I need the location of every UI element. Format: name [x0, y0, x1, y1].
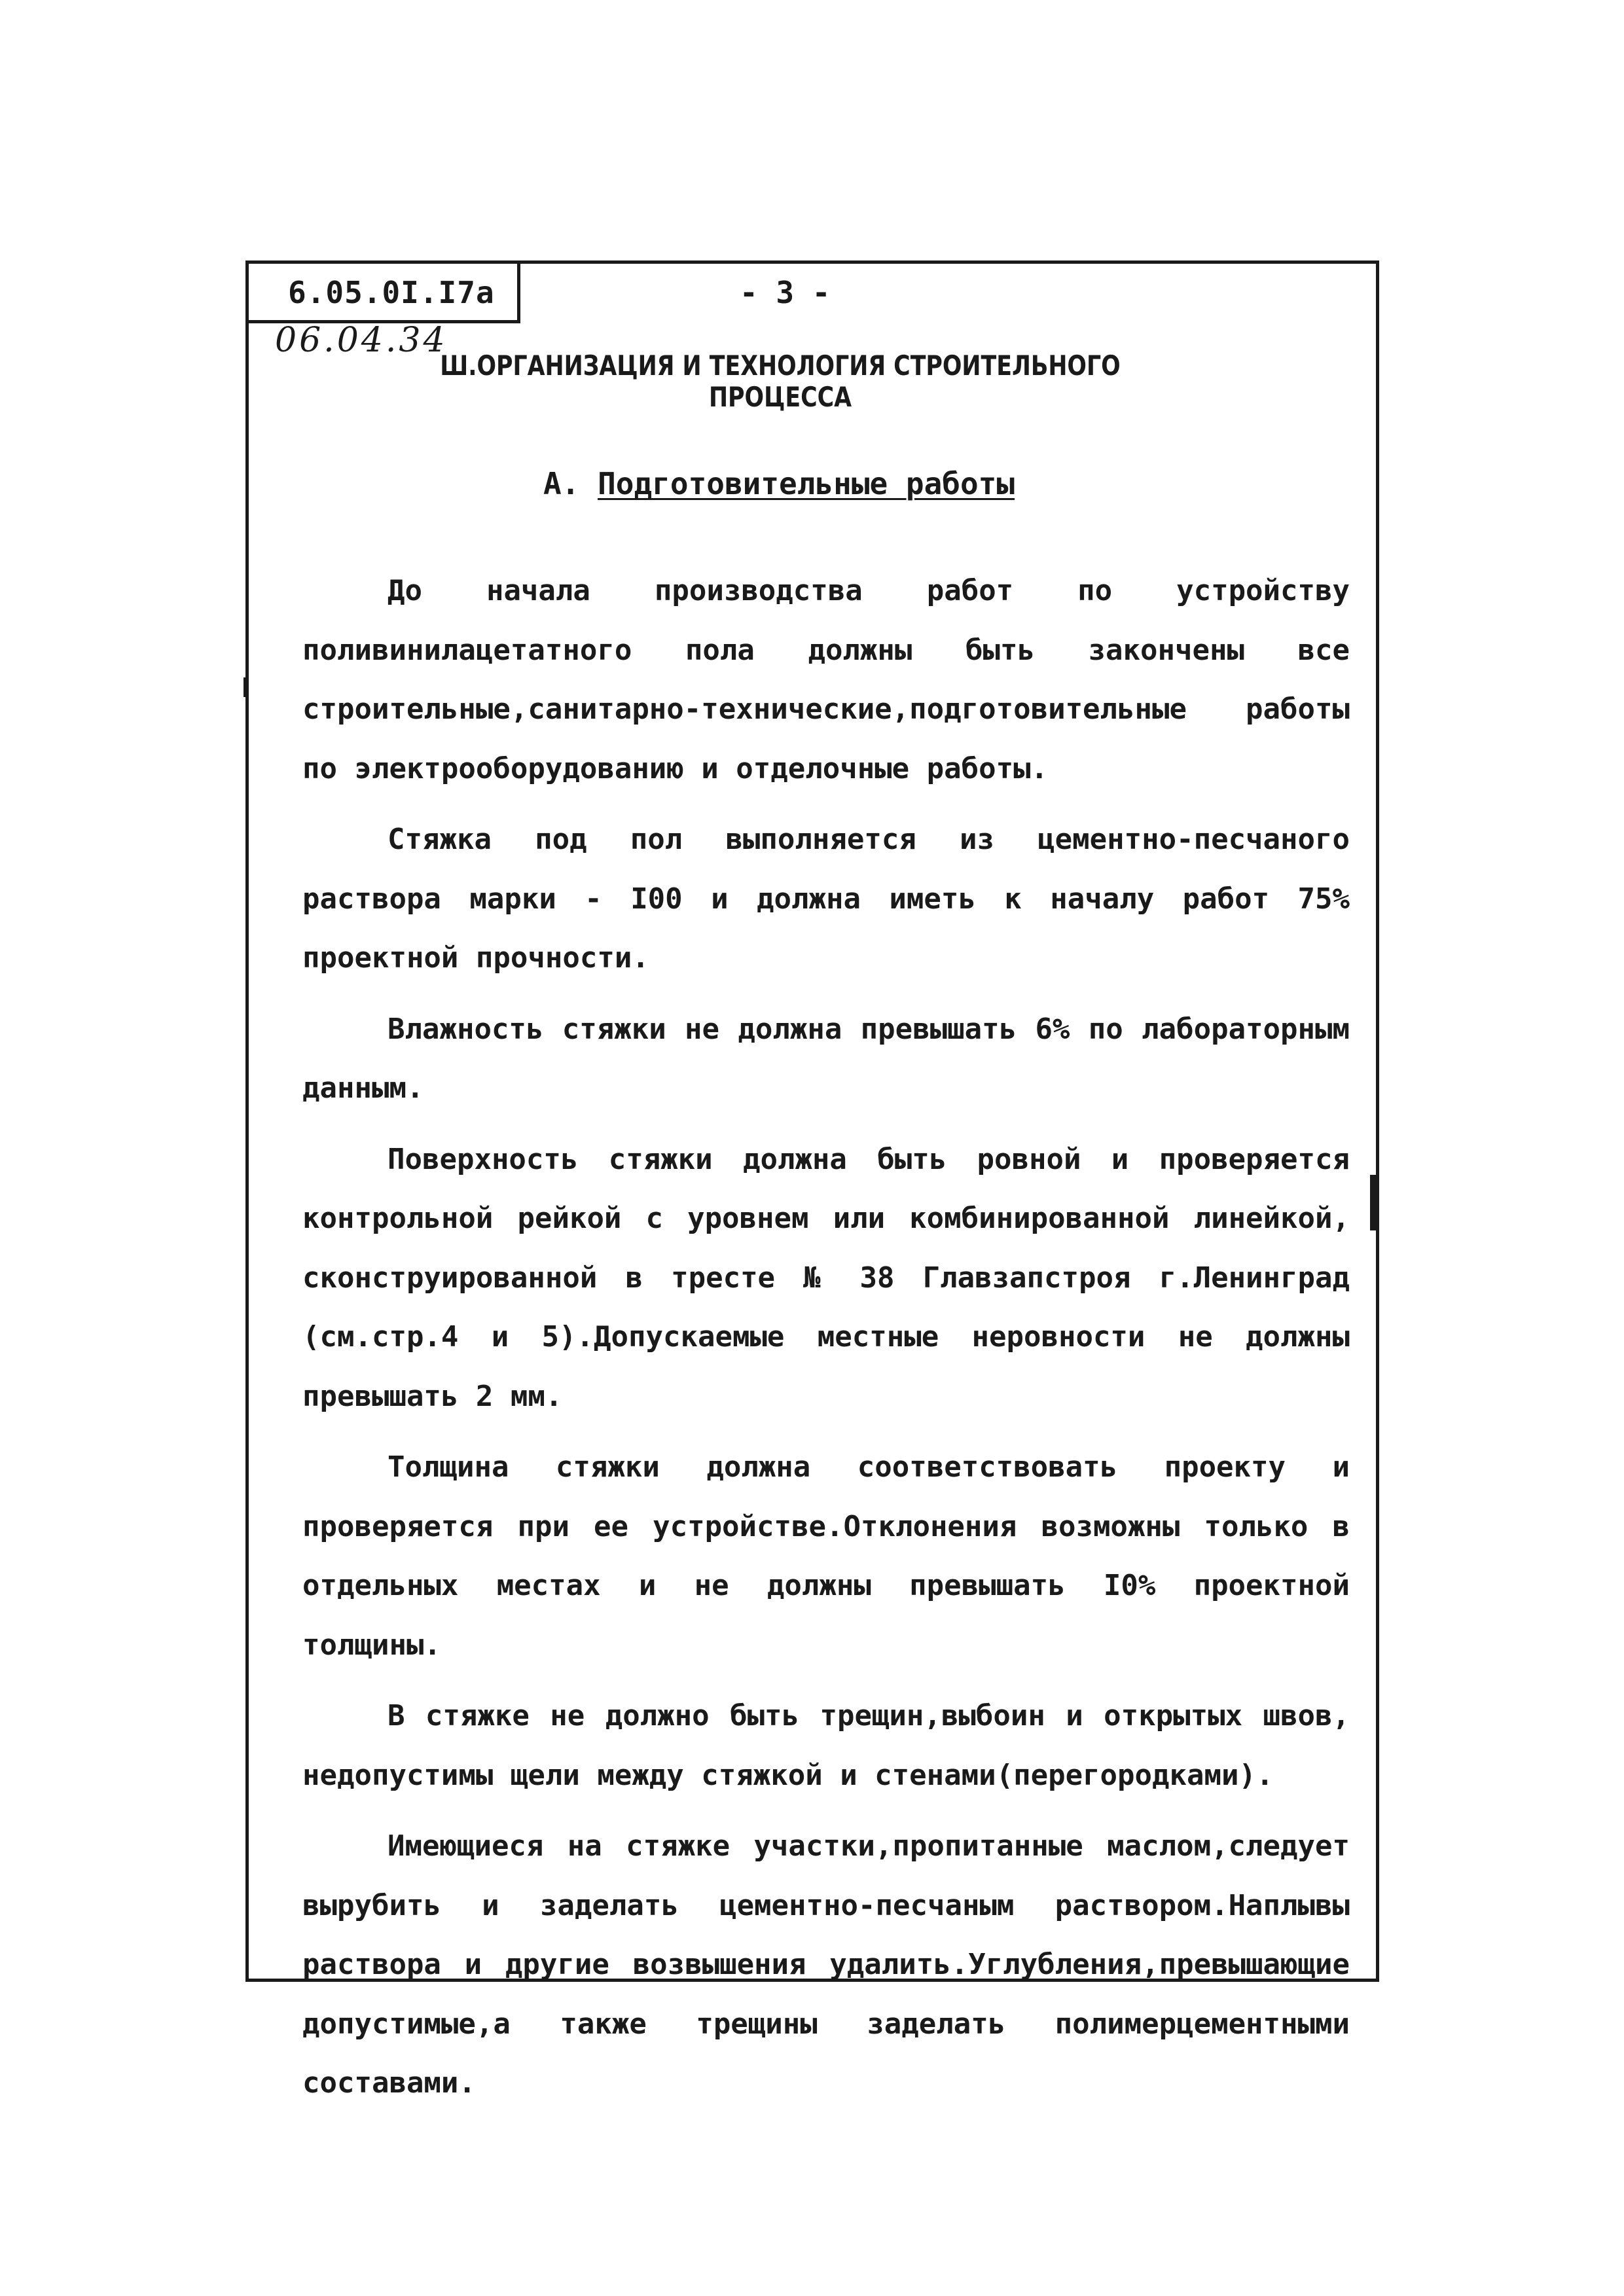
paragraph: Поверхность стяжки должна быть ровной и проверяется контрольной рейкой с уровнем или комбинированной линейкой, сконструированной в тресте № 38 Главзапстроя г.Ленинград (см.стр.4 и 5).Допускаемые местные неровности не должны превышать 2 мм.	[302, 1142, 1350, 1413]
margin-tick	[244, 677, 247, 697]
page-number: - 3 -	[740, 275, 831, 310]
handwritten-date: 06.04.34	[275, 321, 448, 360]
subsection-title	[543, 466, 1015, 501]
paragraph: Толщина стяжки должна соответствовать проекту и проверяется при ее устройстве.Отклонения возможны только в отдельных местах и не должны превышать I0% проектной толщины.	[302, 1450, 1350, 1662]
paragraph: Стяжка под пол выполняется из цементно-песчаного раствора марки - I00 и должна иметь к началу работ 75% проектной прочности.	[302, 823, 1350, 975]
paragraph: В стяжке не должно быть трещин,выбоин и открытых швов, недопустимы щели между стяжкой и стенами(перегородками).	[302, 1699, 1350, 1792]
section-title-line-2: ПРОЦЕССА	[708, 381, 852, 413]
section-title	[419, 350, 1142, 413]
section-title-line-1: Ш.ОРГАНИЗАЦИЯ И ТЕХНОЛОГИЯ СТРОИТЕЛЬНОГО	[440, 350, 1121, 382]
paragraph: Имеющиеся на стяжке участки,пропитанные маслом,следует вырубить и заделать цементно-песчаным раствором.Наплывы раствора и другие возвышения удалить.Углубления,превышающие допустимые,а также трещины заделать полимерцементными составами.	[302, 1829, 1350, 2100]
document-code: 6.05.0I.I7а	[288, 275, 495, 310]
body-text	[302, 562, 1350, 2125]
subsection-heading: Подготовительные работы	[598, 466, 1015, 501]
subsection-letter: А.	[543, 466, 580, 501]
paragraph: До начала производства работ по устройству поливинилацетатного пола должны быть закончены все строительные,санитарно-технические,подготовительные работы по электрооборудованию и отделочные работы.	[302, 574, 1350, 785]
margin-mark	[1370, 1175, 1378, 1230]
paragraph: Влажность стяжки не должна превышать 6% по лабораторным данным.	[302, 1012, 1350, 1105]
